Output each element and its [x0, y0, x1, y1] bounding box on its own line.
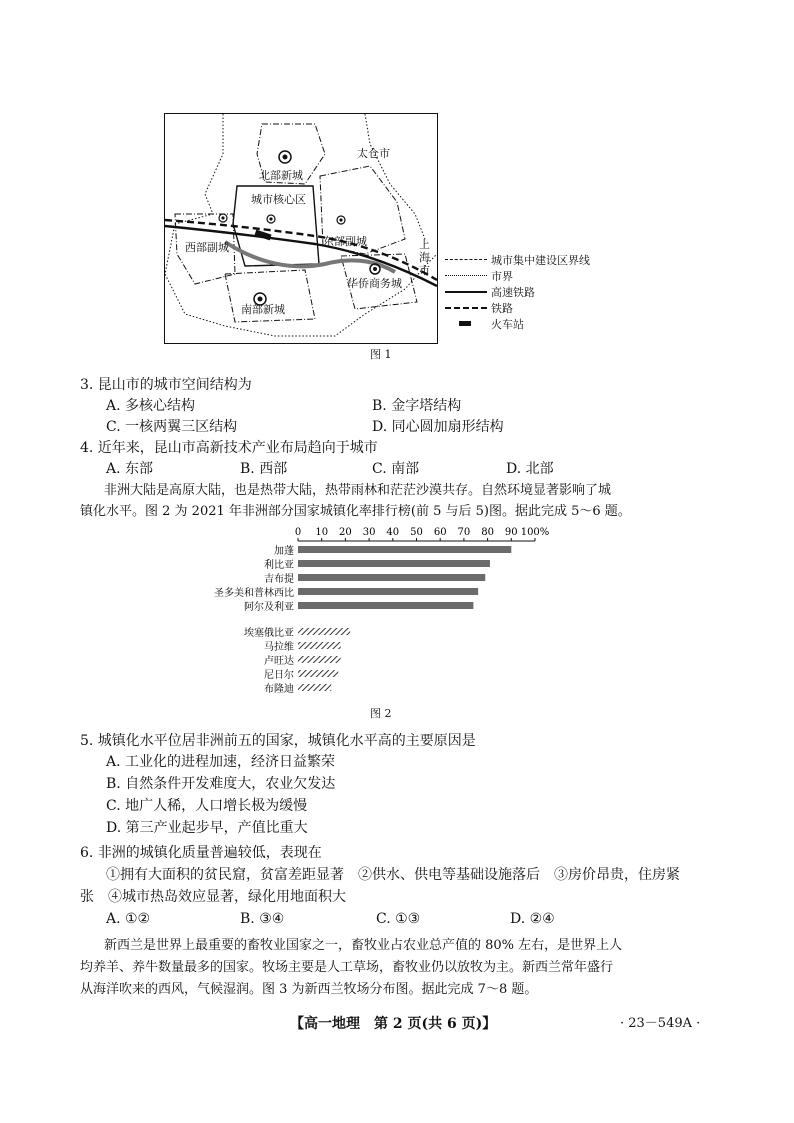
- label-north: 北部新城: [259, 169, 303, 182]
- label-south: 南部新城: [241, 303, 285, 316]
- bottom5-label: 马拉维: [264, 642, 294, 653]
- tick-label: 90: [504, 527, 518, 538]
- label-taicang: 太仓市: [357, 147, 390, 160]
- q6-option-b: B. ③④: [240, 911, 285, 927]
- top5-bar: [298, 560, 490, 567]
- q5-option-b: B. 自然条件开发难度大，农业欠发达: [106, 776, 336, 792]
- passage2-line2: 镇化水平。图 2 为 2021 年非洲部分国家城镇化率排行榜(前 5 与后 5)图。据此完成 5～6 题。: [80, 504, 631, 519]
- figure1-legend: [445, 253, 595, 333]
- q3-option-b: B. 金字塔结构: [372, 398, 462, 414]
- legend-dashed-swatch: [445, 307, 487, 309]
- legend-label: 市界: [491, 270, 513, 283]
- q4-stem: 4. 近年来，昆山市高新技术产业布局趋向于城市: [80, 440, 378, 456]
- passage3-line1: 新西兰是世界上最重要的畜牧业国家之一，畜牧业占农业总产值的 80% 左右，是世界上人: [104, 938, 623, 953]
- q6-line2: 张 ④城市热岛效应显著，绿化用地面积大: [80, 889, 346, 905]
- legend-label: 城市集中建设区界线: [491, 254, 590, 267]
- q5-option-d: D. 第三产业起步早，产值比重大: [106, 820, 308, 836]
- figure1-map: [164, 113, 438, 344]
- top5-label: 加蓬: [274, 546, 294, 557]
- q4-option-d: D. 北部: [506, 461, 554, 477]
- top5-label: 吉布提: [264, 574, 294, 585]
- tick-label: 0: [294, 527, 302, 538]
- q6-stem: 6. 非洲的城镇化质量普遍较低，表现在: [80, 845, 322, 861]
- q3-stem: 3. 昆山市的城市空间结构为: [80, 377, 252, 393]
- footer-code: · 23－549A ·: [620, 1016, 701, 1031]
- legend-label: 铁路: [491, 302, 513, 315]
- tick-label: 10: [315, 527, 329, 538]
- bottom5-bar: [298, 656, 341, 663]
- passage3-line2: 均养羊、养牛数量最多的国家。牧场主要是人工草场，畜牧业仍以放牧为主。新西兰常年盛行: [80, 960, 614, 975]
- figure2-caption: 图 2: [370, 707, 392, 720]
- map-drawing: [165, 114, 437, 343]
- tick-label: 80: [481, 527, 494, 538]
- top5-label: 利比亚: [264, 560, 294, 571]
- label-shanghai: 上海市: [419, 238, 430, 277]
- q4-option-c: C. 南部: [372, 461, 420, 477]
- top5-bar: [298, 588, 478, 595]
- bottom5-label: 尼日尔: [264, 670, 294, 681]
- passage2-line1: 非洲大陆是高原大陆，也是热带大陆，热带雨林和茫茫沙漠共存。自然环境显著影响了城: [104, 483, 612, 498]
- q5-stem: 5. 城镇化水平位居非洲前五的国家，城镇化水平高的主要原因是: [80, 733, 476, 749]
- legend-label: 火车站: [491, 318, 524, 331]
- q3-option-a: A. 多核心结构: [106, 398, 196, 414]
- tick-label: 20: [339, 527, 352, 538]
- chart-svg: [180, 524, 570, 704]
- top5-bar: [298, 574, 485, 581]
- q3-option-d: D. 同心圆加扇形结构: [372, 419, 504, 435]
- top5-bar: [298, 602, 473, 609]
- legend-dashdot-swatch: [445, 259, 487, 260]
- bottom5-label: 卢旺达: [264, 656, 294, 667]
- top5-label: 阿尔及利亚: [244, 602, 294, 613]
- label-west: 西部副城: [185, 241, 229, 254]
- q3-option-c: C. 一核两翼三区结构: [106, 419, 238, 435]
- passage3-line3: 从海洋吹来的西风，气候湿润。图 3 为新西兰牧场分布图。据此完成 7～8 题。: [80, 982, 538, 997]
- bottom5-bar: [298, 628, 350, 635]
- label-east: 东部副城: [323, 235, 367, 248]
- figure1-caption: 图 1: [370, 348, 392, 361]
- q6-option-c: C. ①③: [376, 911, 421, 927]
- q5-option-a: A. 工业化的进程加速，经济日益繁荣: [106, 754, 336, 770]
- legend-label: 高速铁路: [491, 286, 535, 299]
- tick-label: 70: [457, 527, 471, 538]
- q6-option-d: D. ②④: [510, 911, 555, 927]
- bottom5-bar: [298, 684, 331, 691]
- q4-option-b: B. 西部: [240, 461, 288, 477]
- q6-option-a: A. ①②: [106, 911, 151, 927]
- bottom5-label: 埃塞俄比亚: [244, 628, 294, 639]
- top5-bar: [298, 546, 511, 553]
- top5-label: 圣多美和普林西比: [214, 588, 294, 599]
- footer-page: 【高一地理 第 2 页(共 6 页)】: [290, 1016, 497, 1032]
- q5-option-c: C. 地广人稀，人口增长极为缓慢: [106, 798, 308, 814]
- legend-thick-swatch: [445, 291, 487, 293]
- legend-dotted-swatch: [445, 275, 487, 276]
- tick-label: 100%: [520, 527, 550, 538]
- tick-label: 30: [362, 527, 376, 538]
- tick-label: 60: [433, 527, 447, 538]
- q4-option-a: A. 东部: [106, 461, 154, 477]
- legend-station-swatch: [459, 321, 471, 326]
- label-core: 城市核心区: [251, 193, 306, 206]
- bottom5-label: 布隆迪: [264, 684, 294, 695]
- bottom5-bar: [298, 670, 338, 677]
- label-huaqiao: 华侨商务城: [347, 277, 402, 290]
- tick-label: 40: [386, 527, 400, 538]
- bottom5-bar: [298, 642, 341, 649]
- q6-line1: ①拥有大面积的贫民窟，贫富差距显著 ②供水、供电等基础设施落后 ③房价昂贵，住房紧: [106, 867, 680, 883]
- figure2-chart: [180, 524, 570, 704]
- tick-label: 50: [410, 527, 423, 538]
